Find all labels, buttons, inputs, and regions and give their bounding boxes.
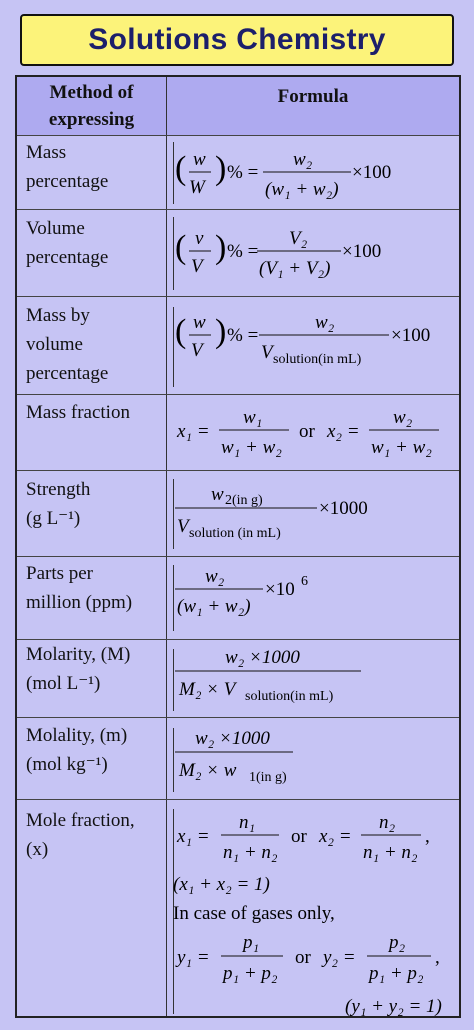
- method-text: Parts per: [26, 563, 94, 584]
- row-divider: [17, 470, 459, 471]
- header-method: [17, 77, 166, 135]
- numerator: w₂: [315, 312, 335, 333]
- formula-molarity: [165, 643, 445, 707]
- formula-mass-by-volume: [165, 306, 445, 368]
- numerator: v: [195, 228, 204, 249]
- percent-equals: % =: [227, 162, 259, 183]
- x2-label: x₂ =: [327, 421, 360, 442]
- numerator: w₂: [293, 149, 313, 170]
- method-mole-fraction: [26, 806, 162, 864]
- row-divider: [17, 717, 459, 718]
- x2-label: x₂ =: [319, 826, 352, 847]
- x1-label: x₁ =: [177, 421, 210, 442]
- denominator: V: [191, 340, 203, 361]
- method-text: Volume: [26, 218, 85, 239]
- or-text: or: [295, 947, 311, 968]
- y-sum: (y₁ + y₂ = 1): [345, 996, 442, 1017]
- method-text: Molality, (m): [26, 725, 128, 746]
- method-volume-percentage: [26, 214, 162, 272]
- svg-text:(: (: [175, 229, 187, 266]
- denominator: V: [191, 256, 203, 277]
- denominator: V: [177, 516, 189, 537]
- numerator: p₂: [389, 932, 406, 953]
- header-method-line1: Method of: [49, 82, 134, 103]
- x1-label: x₁ =: [177, 826, 210, 847]
- numerator: w: [193, 149, 206, 170]
- numerator: w₂: [205, 566, 225, 587]
- header-formula-label: Formula: [277, 86, 349, 107]
- x-sum: (x₁ + x₂ = 1): [173, 874, 270, 895]
- times-100: ×100: [391, 325, 431, 346]
- denominator-subscript: 1(in g): [249, 770, 287, 785]
- method-text: percentage: [26, 363, 109, 384]
- denominator: M₂ × w: [179, 760, 237, 781]
- numerator: w₂ ×1000: [195, 728, 270, 749]
- denominator: n₁ + n₂: [223, 842, 278, 863]
- method-text: (mol kg⁻¹): [26, 754, 108, 775]
- header-method-line2: expressing: [48, 109, 135, 130]
- method-text: percentage: [26, 247, 109, 268]
- method-text: percentage: [26, 171, 109, 192]
- numerator: w: [211, 484, 224, 505]
- formula-ppm: [165, 560, 445, 624]
- comma: ,: [435, 947, 440, 968]
- denominator-subscript: solution(in mL): [245, 689, 334, 704]
- denominator-subscript: solution (in mL): [189, 526, 281, 541]
- row-divider: [17, 799, 459, 800]
- method-mass-by-volume: [26, 301, 162, 388]
- denominator: (w₁ + w₂): [265, 179, 339, 200]
- formula-mass-fraction: [165, 401, 445, 465]
- method-text: Molarity, (M): [26, 644, 131, 665]
- method-text: Mass by: [26, 305, 90, 326]
- row-divider: [17, 556, 459, 557]
- svg-text:(: (: [175, 313, 187, 350]
- or-text: or: [291, 826, 307, 847]
- row-divider: [17, 209, 459, 210]
- percent-equals: % =: [227, 325, 259, 346]
- times-ten: ×10: [265, 579, 295, 600]
- numerator: n₁: [239, 812, 256, 833]
- method-molarity: [26, 640, 162, 698]
- denominator: p₁ + p₂: [369, 963, 424, 984]
- method-text: Mole fraction,: [26, 810, 135, 831]
- row-divider: [17, 394, 459, 395]
- numerator: w₂ ×1000: [225, 647, 300, 668]
- numerator: w₁: [243, 407, 263, 428]
- denominator: V: [261, 342, 273, 363]
- times-100: ×100: [342, 241, 382, 262]
- y1-label: y₁ =: [177, 947, 210, 968]
- method-text: volume: [26, 334, 83, 355]
- y2-label: y₂ =: [323, 947, 356, 968]
- method-text: (g L⁻¹): [26, 508, 81, 529]
- method-text: (mol L⁻¹): [26, 673, 101, 694]
- method-mass-percentage: [26, 138, 162, 196]
- numerator: w₂: [393, 407, 413, 428]
- svg-text:): ): [215, 229, 227, 266]
- gases-note: In case of gases only,: [173, 903, 335, 924]
- row-divider: [17, 296, 459, 297]
- formula-mole-fraction: [165, 806, 445, 1018]
- exponent: 6: [301, 574, 308, 589]
- formula-molality: [165, 724, 445, 788]
- method-text: Mass: [26, 142, 67, 163]
- denominator: w₁ + w₂: [371, 437, 432, 458]
- page-title: Solutions Chemistry: [20, 14, 454, 66]
- denominator: (w₁ + w₂): [177, 596, 251, 617]
- denominator: w₁ + w₂: [221, 437, 282, 458]
- svg-text:): ): [215, 313, 227, 350]
- times-100: ×100: [352, 162, 392, 183]
- or-text: or: [299, 421, 315, 442]
- numerator: n₂: [379, 812, 396, 833]
- method-ppm: [26, 559, 162, 617]
- denominator: (V₁ + V₂): [259, 258, 331, 279]
- formula-volume-percentage: [165, 222, 445, 284]
- svg-text:): ): [215, 150, 227, 187]
- method-text: million (ppm): [26, 592, 133, 613]
- numerator: w: [193, 312, 206, 333]
- denominator: p₁ + p₂: [223, 963, 278, 984]
- denominator: n₁ + n₂: [363, 842, 418, 863]
- method-mass-fraction: [26, 398, 162, 427]
- method-text: (x): [26, 839, 49, 860]
- method-text: Mass fraction: [26, 402, 130, 423]
- formula-mass-percentage: [165, 143, 445, 205]
- times-1000: ×1000: [319, 498, 368, 519]
- denominator: M₂ × V: [179, 679, 236, 700]
- denominator-subscript: solution(in mL): [273, 352, 362, 367]
- method-text: Strength: [26, 479, 91, 500]
- formula-strength: [165, 478, 445, 542]
- row-divider: [17, 135, 459, 136]
- numerator: p₁: [243, 932, 260, 953]
- comma: ,: [425, 826, 430, 847]
- svg-text:(: (: [175, 150, 187, 187]
- denominator: W: [189, 177, 205, 198]
- percent-equals: % =: [227, 241, 259, 262]
- method-molality: [26, 721, 162, 779]
- numerator: V₂: [289, 228, 308, 249]
- header-formula: [167, 77, 459, 135]
- method-strength: [26, 475, 162, 533]
- numerator-subscript: 2(in g): [225, 493, 263, 508]
